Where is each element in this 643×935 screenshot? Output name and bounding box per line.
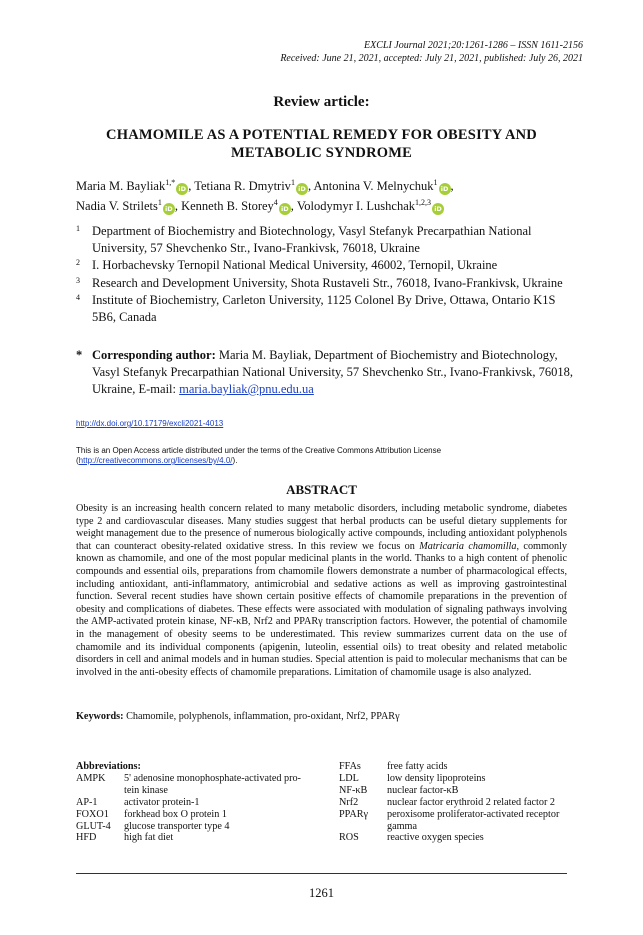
abbreviations-right-column [339, 761, 579, 844]
orcid-icon[interactable]: iD [439, 183, 451, 195]
orcid-icon[interactable]: iD [432, 203, 444, 215]
license-link[interactable]: http://creativecommons.org/licenses/by/4.0/ [78, 456, 233, 465]
abbreviation-term: FOXO1 [76, 808, 109, 820]
author-separator: , [307, 179, 314, 193]
author-affil-sup: 1 [290, 177, 295, 187]
abbreviations-heading: Abbreviations: [76, 761, 141, 772]
abbreviation-row [76, 773, 336, 785]
abbreviation-term: GLUT-4 [76, 820, 111, 832]
abbreviation-row [339, 809, 579, 821]
author-affil-sup: 1 [157, 197, 162, 207]
license-notice [76, 446, 566, 466]
abbreviation-definition: nuclear factor erythroid 2 related factor 2 [387, 796, 556, 808]
abbreviation-term [76, 785, 124, 797]
abbreviation-definition: peroxisome proliferator-activated receptor [387, 808, 560, 820]
author-name: Maria M. Bayliak [76, 179, 166, 193]
orcid-icon[interactable]: iD [176, 183, 188, 195]
author-affil-sup: 1 [433, 177, 438, 187]
affiliation-number: 3 [76, 275, 80, 285]
corresponding-text: Maria M. Bayliak, Department of Biochemistry and Biotechnology, Vasyl Stefanyk Precarpathian National University, 57 Shevchenko Str., Ivano-Frankivsk, 76018, Ukraine, E-mail: [92, 348, 574, 396]
affiliation-text: Department of Biochemistry and Biotechnology, Vasyl Stefanyk Precarpathian National University, 57 Shevchenko Str., Ivano-Frankivsk, 76018, Ukraine [92, 224, 532, 255]
abbreviation-term: NF-κB [339, 784, 368, 796]
abbreviation-term: FFAs [339, 761, 361, 772]
affiliation-number: 4 [76, 293, 80, 302]
author-name: Antonina V. Melnychuk [313, 179, 434, 193]
publication-dates: Received: June 21, 2021, accepted: July 21, 2021, published: July 26, 2021 [280, 53, 583, 64]
abbreviation-definition: free fatty acids [387, 761, 448, 772]
keywords-label: Keywords: [76, 711, 124, 722]
abbreviation-definition: high fat diet [124, 832, 174, 844]
affiliation-text: Research and Development University, Shota Rustaveli Str., 76018, Ivano-Frankivsk, Ukraine [92, 275, 563, 290]
affiliation-number: 2 [76, 258, 80, 267]
abbreviation-definition: 5' adenosine monophosphate-activated pro- [124, 772, 301, 784]
author-separator: , [450, 179, 454, 193]
corresponding-author [76, 347, 576, 398]
abbreviation-row [76, 809, 336, 821]
abbreviation-definition: reactive oxygen species [387, 832, 484, 844]
abbreviation-row [76, 785, 336, 797]
paren-close: ). [232, 456, 238, 465]
abbreviations-left-column [76, 761, 336, 844]
abstract-part-1: Obesity is an increasing health concern related to many metabolic disorders, including metabolic syndrome, diabetes type 2 and cardiovascular diseases. Many studies suggest that herbal products can be useful dietary supplements for weight management due to the presence of numerous biologically active compounds, including antioxidant polyphenols that can counteract obesity-related oxidative stress. In this review we focus on [76, 503, 567, 552]
abstract-heading: ABSTRACT [286, 482, 357, 497]
abbreviation-term: AP-1 [76, 796, 98, 808]
orcid-icon[interactable]: iD [296, 183, 308, 195]
page-number: 1261 [309, 886, 334, 900]
abbreviation-row [339, 761, 579, 773]
author-affil-sup: 1,2,3 [415, 197, 431, 207]
abbreviation-term: Nrf2 [339, 796, 359, 808]
author-name: Nadia V. Strilets [76, 199, 158, 213]
abbreviation-term: AMPK [76, 772, 106, 784]
journal-citation: EXCLI Journal 2021;20:1261-1286 – ISSN 1611-2156 [364, 40, 583, 51]
abbreviation-definition: forkhead box O protein 1 [124, 808, 227, 820]
affiliation-item [76, 275, 576, 292]
article-type: Review article: [273, 94, 370, 110]
abstract-species-italic: Matricaria chamomilla [419, 540, 517, 552]
author-line-1 [76, 176, 576, 196]
abbreviation-term: HFD [76, 832, 97, 844]
email-link[interactable]: maria.bayliak@pnu.edu.ua [179, 382, 314, 396]
corresponding-body [92, 347, 576, 398]
affiliation-item [76, 223, 576, 256]
article-title [76, 126, 567, 162]
abstract-part-2: , commonly known as chamomile, and one of the most popular medicinal plants in the world. Thanks to a high content of phenolic compounds and essential oils, preparations from chamomile flowers demonstrate a number of pharmacological effects, including antioxidant, anti-inflammatory, antimicrobial and sedative actions as well as improving gastrointestinal function. Several recent studies have shown certain positive effects of chamomile preparations in the prevention of obesity and complications of diabetes. These effects were associated with modulation of signaling pathways involving the AMP-activated protein kinase, NF-κB, Nrf2 and PPARγ transcription factors. However, the potential of chamomile in the management of obesity seems to be underestimated. This review summarizes current data on the use of chamomile and its individual components (apigenin, luteolin, essential oils) to treat obesity and related metabolic disorders in cell and animal models and in human studies. Special attention is paid to molecular mechanisms that can be involved in the anti-obesity effects of chamomile preparations. Limitation of chamomile usage is also analyzed. [76, 540, 568, 678]
abbreviation-row [339, 797, 579, 809]
corresponding-label: Corresponding author: [92, 348, 216, 362]
abbreviation-term: ROS [339, 832, 359, 844]
abbreviation-term: PPARγ [339, 808, 369, 820]
affiliation-item [76, 292, 576, 325]
keywords-text: Chamomile, polyphenols, inflammation, pro-oxidant, Nrf2, PPARγ [123, 711, 400, 722]
abbreviation-row [339, 832, 579, 844]
author-affil-sup: 4 [273, 197, 278, 207]
author-separator: , [174, 199, 182, 213]
corresponding-star: * [76, 348, 83, 362]
orcid-icon[interactable]: iD [279, 203, 291, 215]
author-separator: , [188, 179, 195, 193]
abbreviation-row [339, 821, 579, 833]
author-name: Volodymyr I. Lushchak [296, 199, 415, 213]
author-separator: , [290, 199, 297, 213]
footer-divider [76, 873, 567, 874]
title-line-1: CHAMOMILE AS A POTENTIAL REMEDY FOR OBESITY AND [106, 127, 537, 143]
abbreviation-definition: gamma [387, 820, 417, 832]
doi-link[interactable]: http://dx.doi.org/10.17179/excli2021-4013 [76, 419, 224, 428]
affiliation-number: 1 [76, 224, 80, 233]
abbreviation-row [76, 797, 336, 809]
paren-open: ( [76, 456, 79, 465]
abbreviation-row [76, 821, 336, 833]
author-affil-sup: 1,* [165, 177, 176, 187]
journal-header [280, 39, 583, 65]
orcid-icon[interactable]: iD [163, 203, 175, 215]
affiliation-text: I. Horbachevsky Ternopil National Medical University, 46002, Ternopil, Ukraine [92, 258, 498, 272]
abbreviation-definition: low density lipoproteins [387, 772, 486, 784]
abbreviation-row [339, 785, 579, 797]
abbreviation-definition: tein kinase [124, 784, 168, 796]
abbreviation-term [339, 821, 387, 833]
affiliation-item [76, 257, 576, 274]
license-text: This is an Open Access article distributed under the terms of the Creative Commons Attribution License [76, 446, 442, 455]
title-line-2: METABOLIC SYNDROME [231, 145, 412, 161]
author-name: Tetiana R. Dmytriv [194, 179, 291, 193]
abstract-text [76, 503, 567, 679]
affiliation-text: Institute of Biochemistry, Carleton University, 1125 Colonel By Drive, Ottawa, Ontario K1S 5B6, Canada [92, 293, 556, 324]
author-list [76, 176, 576, 216]
license-link-line [76, 456, 566, 466]
abbreviation-term: LDL [339, 772, 359, 784]
abbreviation-row [339, 773, 579, 785]
author-name: Kenneth B. Storey [181, 199, 274, 213]
author-line-2 [76, 196, 576, 216]
abbreviation-definition: nuclear factor-κB [387, 784, 459, 796]
affiliation-list [76, 223, 576, 326]
abbreviation-definition: glucose transporter type 4 [124, 820, 230, 832]
keywords [76, 711, 400, 722]
abbreviation-row [76, 832, 336, 844]
abbreviation-definition: activator protein-1 [124, 796, 200, 808]
